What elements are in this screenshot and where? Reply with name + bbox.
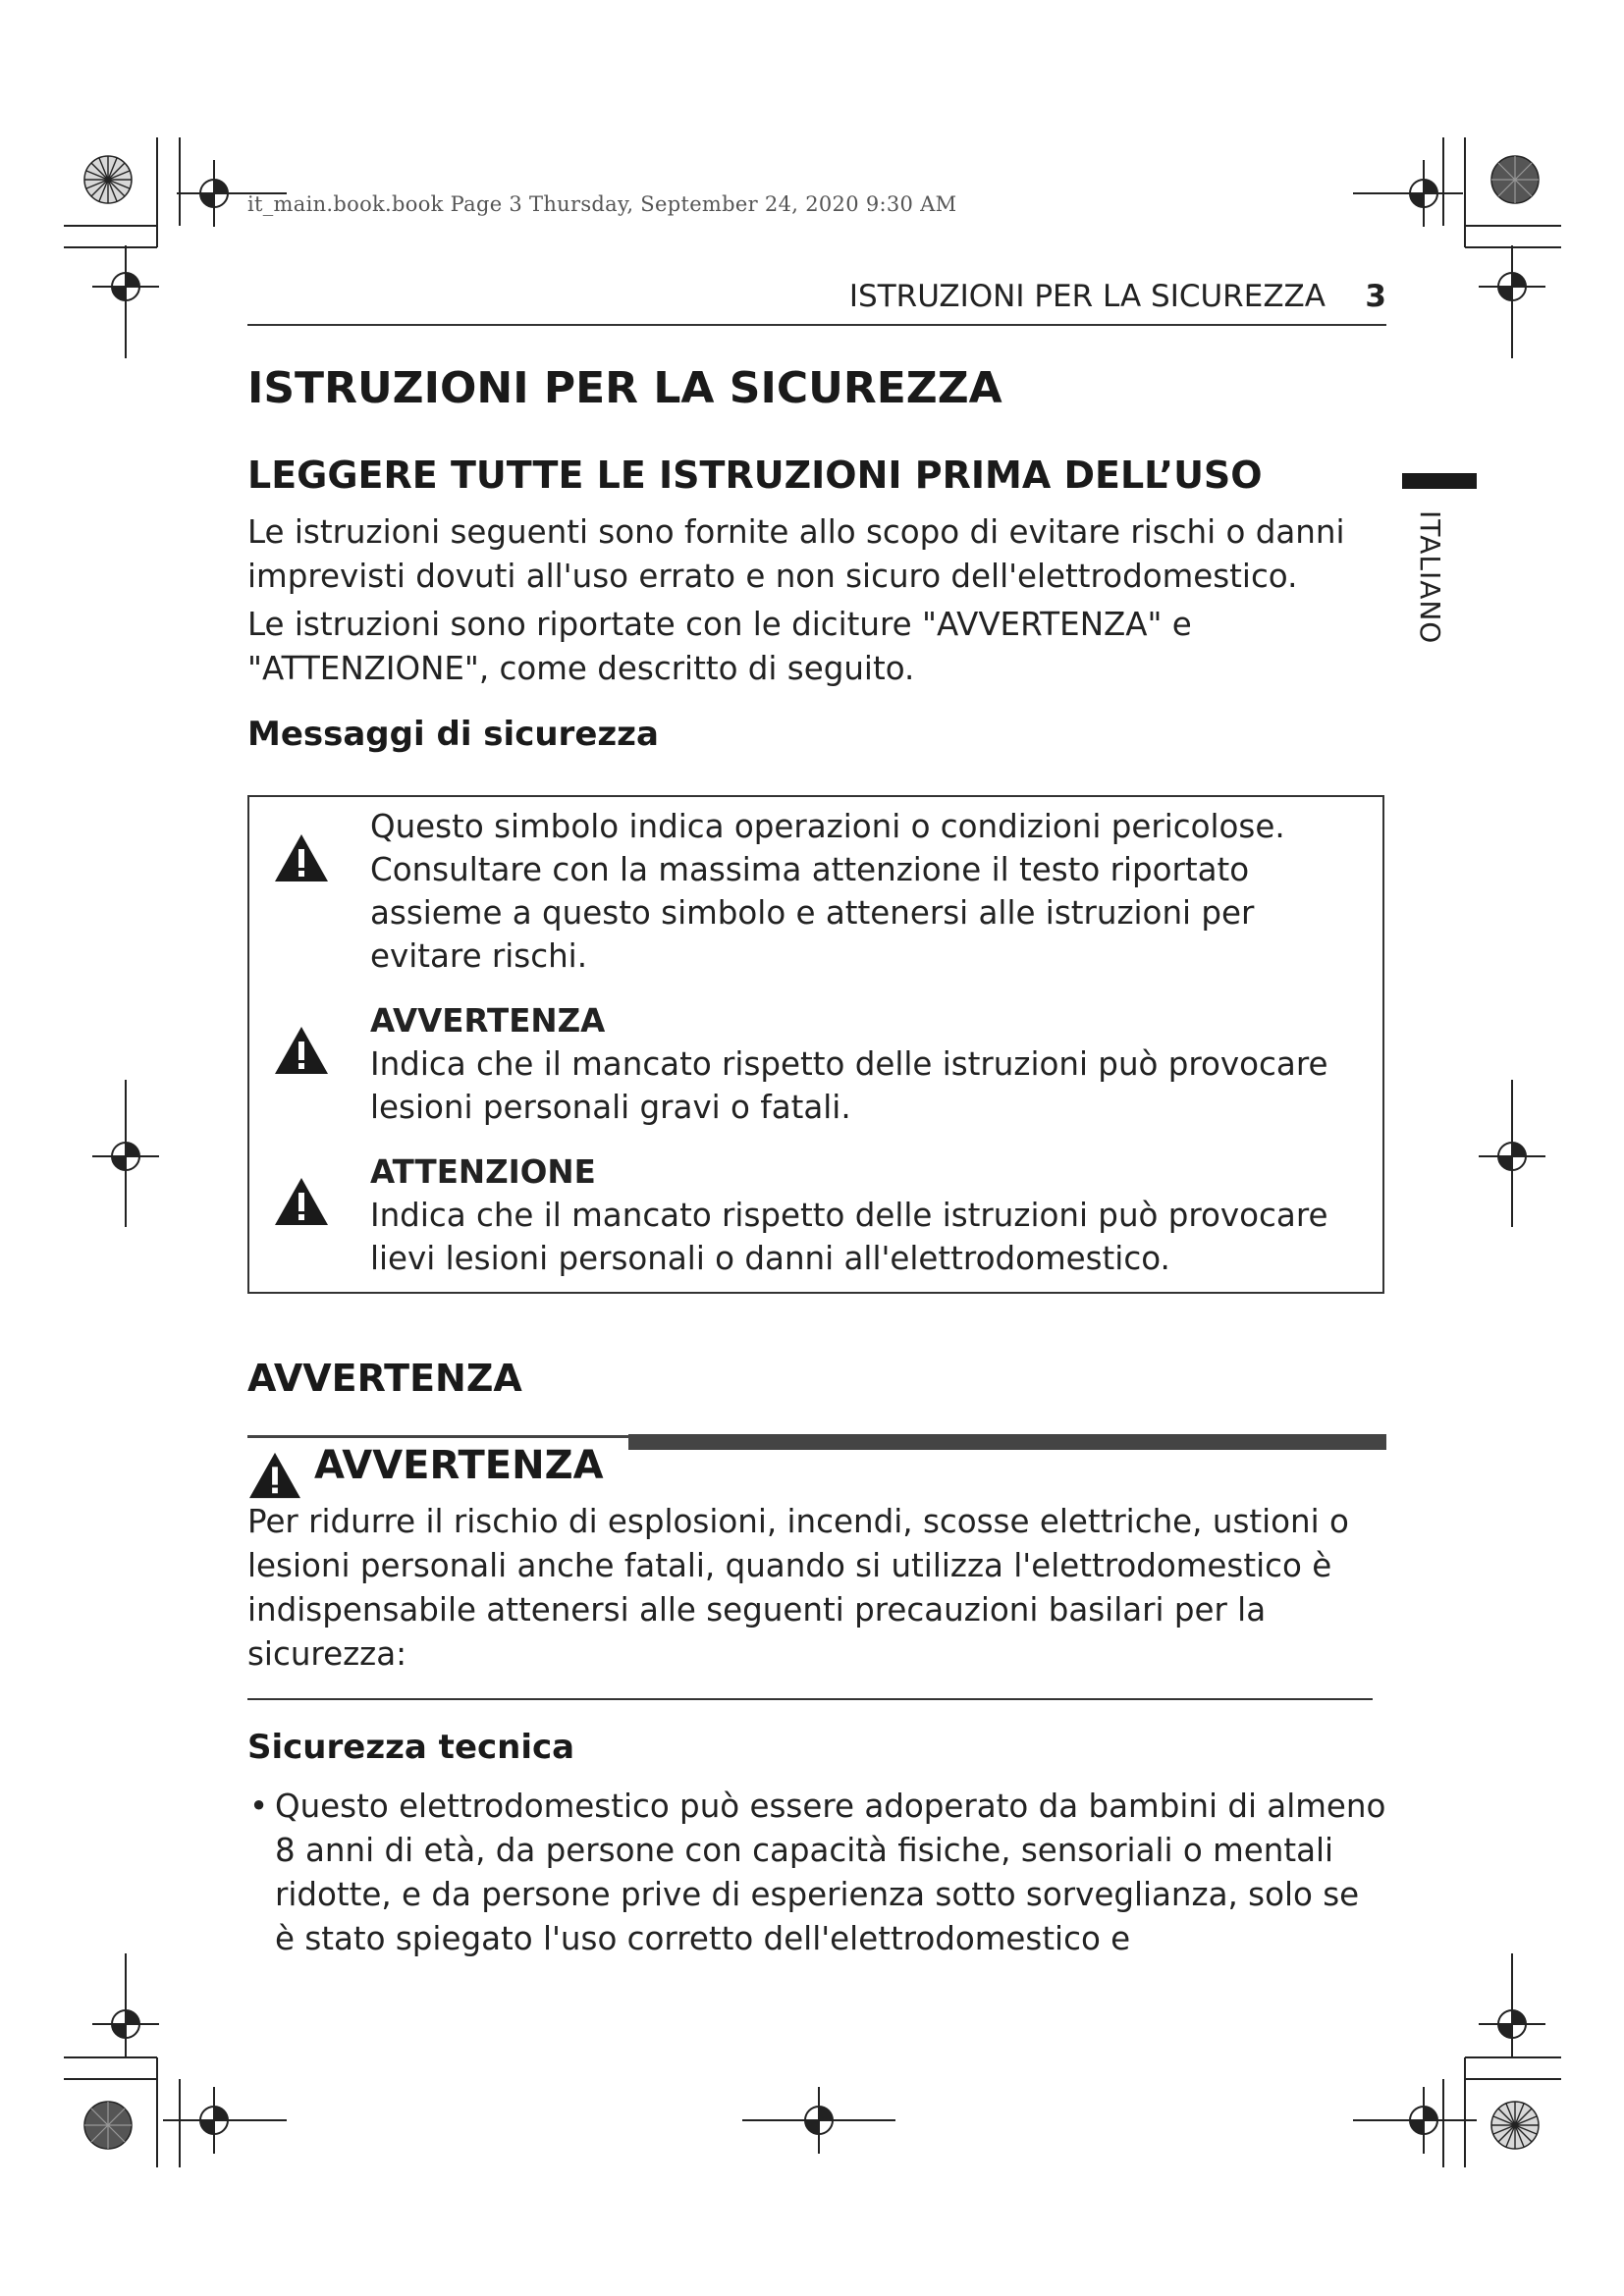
language-tab xyxy=(1398,510,1459,707)
caution-text: Indica che il mancato rispetto delle istruzioni può provocare lievi lesioni personali o danni all'elettrodomestico. xyxy=(370,1197,1328,1277)
intro-paragraph-1: Le istruzioni seguenti sono fornite allo scopo di evitare rischi o danni imprevisti dovuti all'uso errato e non sicuro dell'elettrodomestico. xyxy=(247,513,1345,595)
warning-box-text: Per ridurre il rischio di esplosioni, incendi, scosse elettriche, ustioni o lesioni personali anche fatali, quando si utilizza l'elettrodomestico è indispensabile attenersi alle seguenti precauzioni basilari per la sicurezza: xyxy=(247,1503,1349,1673)
technical-safety-heading: Sicurezza tecnica xyxy=(247,1728,575,1767)
caution-label: ATTENZIONE xyxy=(370,1153,596,1191)
warning-text: Indica che il mancato rispetto delle istruzioni può provocare lesioni personali gravi o fatali. xyxy=(370,1045,1328,1126)
warning-triangle-icon xyxy=(273,832,330,883)
warning-triangle-icon xyxy=(247,1451,302,1500)
warning-triangle-icon xyxy=(273,1176,330,1227)
language-label: ITALIANO xyxy=(1414,510,1446,645)
language-tab-bar xyxy=(1402,473,1477,489)
running-header-title: ISTRUZIONI PER LA SICUREZZA xyxy=(848,279,1326,314)
symbol-note-text: Questo simbolo indica operazioni o condizioni pericolose. Consultare con la massima attenzione il testo riportato assieme a questo simbolo e attenersi alle istruzioni per evitare rischi. xyxy=(370,808,1285,975)
warning-triangle-icon xyxy=(273,1025,330,1076)
warning-box-title: AVVERTENZA xyxy=(314,1443,604,1488)
running-header xyxy=(247,273,1386,326)
intro-heading: LEGGERE TUTTE LE ISTRUZIONI PRIMA DELL’USO xyxy=(247,454,1263,497)
print-job-info: it_main.book.book Page 3 Thursday, September 24, 2020 9:30 AM xyxy=(247,192,957,216)
safety-messages-heading: Messaggi di sicurezza xyxy=(247,715,659,754)
section-divider xyxy=(247,1698,1373,1700)
warning-rule-thick xyxy=(628,1434,1386,1450)
technical-safety-bullet-1: Questo elettrodomestico può essere adoperato da bambini di almeno 8 anni di età, da persone con capacità fisiche, sensoriali o mentali ridotte, e da persone prive di esperienza sotto sorveglianza, solo se è stato spiegato l'uso corretto dell'elettrodomestico e xyxy=(275,1788,1386,1957)
list-item xyxy=(247,1785,1386,1961)
intro-paragraph-2: Le istruzioni sono riportate con le diciture "AVVERTENZA" e "ATTENZIONE", come descritto di seguito. xyxy=(247,606,1192,687)
page-title: ISTRUZIONI PER LA SICUREZZA xyxy=(247,363,1002,413)
safety-messages-box xyxy=(247,795,1384,1294)
bullet-dot: • xyxy=(249,1788,269,1825)
warning-label: AVVERTENZA xyxy=(370,1002,606,1040)
page-number: 3 xyxy=(1365,279,1386,314)
warning-rule-thin xyxy=(247,1435,630,1438)
warning-section-heading: AVVERTENZA xyxy=(247,1357,522,1400)
